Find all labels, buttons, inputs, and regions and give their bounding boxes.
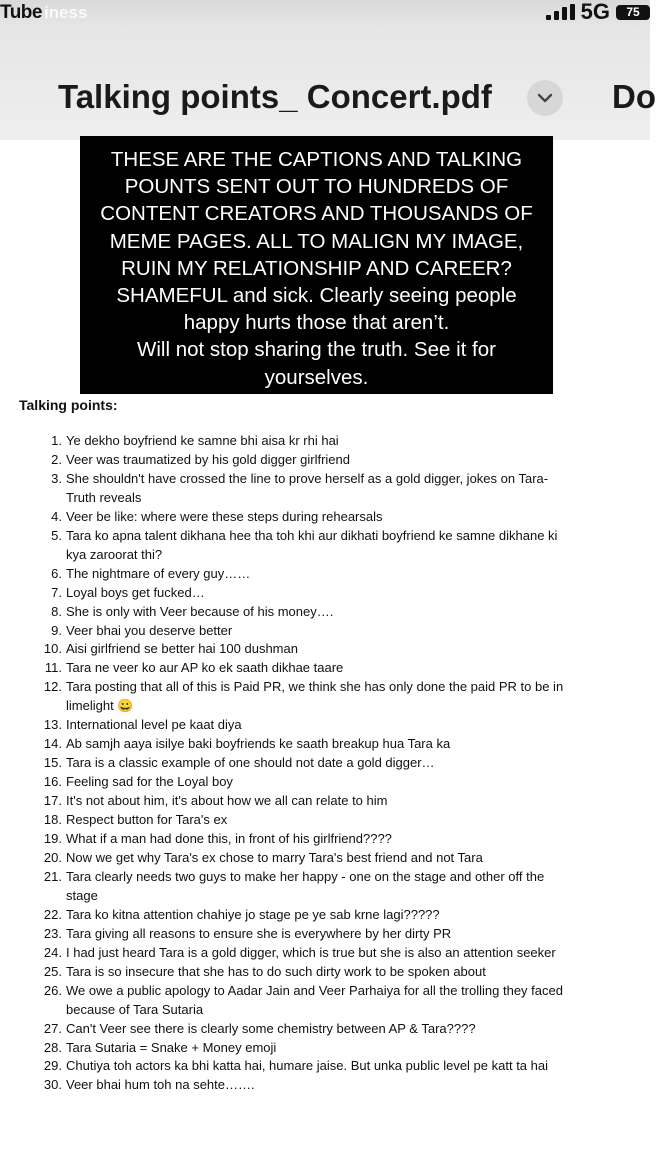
- list-item-number: 23.: [43, 925, 62, 941]
- list-item: [0, 603, 650, 622]
- list-item-text: Loyal boys get fucked…: [66, 584, 205, 600]
- list-item-text: I had just heard Tara is a gold digger, which is true but she is also an attention seeker: [66, 944, 556, 960]
- list-item-text: Tara clearly needs two guys to make her happy - one on the stage and other off the: [66, 868, 545, 884]
- list-item-text: She is only with Veer because of his money….: [66, 603, 334, 619]
- list-item-text: Ab samjh aaya isilye baki boyfriends ke saath breakup hua Tara ka: [66, 736, 451, 752]
- list-item-number: 11.: [44, 660, 62, 676]
- list-item-number: 17.: [43, 793, 62, 809]
- list-item: [0, 830, 650, 849]
- list-item-text: limelight 😀: [66, 698, 134, 714]
- list-item-number: 7.: [51, 584, 62, 600]
- list-item-number: 1.: [51, 433, 62, 448]
- status-app-label: Tube: [0, 2, 42, 23]
- list-item-number: 26.: [43, 982, 62, 998]
- list-item: [0, 659, 650, 678]
- caption-line: POUNTS SENT OUT TO HUNDREDS OF: [124, 175, 509, 199]
- list-item: [0, 849, 650, 868]
- list-item-number: 28.: [43, 1039, 62, 1055]
- list-item: [0, 1039, 650, 1058]
- list-item: [0, 716, 650, 735]
- battery-icon: 75: [616, 5, 650, 20]
- list-item-text: Can't Veer see there is clearly some chemistry between AP & Tara????: [66, 1020, 476, 1036]
- list-item-text: Tara ne veer ko aur AP ko ek saath dikhae taare: [66, 660, 344, 676]
- list-item-text: Truth reveals: [66, 489, 142, 505]
- list-item: [0, 1057, 650, 1076]
- list-item-text: International level pe kaat diya: [66, 717, 242, 733]
- list-item-text: The nightmare of every guy……: [66, 565, 251, 581]
- document-title[interactable]: Talking points_ Concert.pdf: [58, 78, 492, 115]
- list-item: [0, 944, 650, 963]
- caption-line: yourselves.: [264, 365, 369, 389]
- list-item: [0, 508, 650, 527]
- list-item-number: 30.: [43, 1077, 62, 1093]
- list-item-text: Veer bhai you deserve better: [66, 622, 233, 638]
- list-item-number: 21.: [43, 868, 62, 884]
- list-item: [0, 982, 650, 1020]
- list-item-number: 4.: [51, 508, 62, 524]
- list-item-text: Veer be like: where were these steps during rehearsals: [66, 508, 383, 524]
- list-item-number: 9.: [51, 622, 62, 638]
- list-item-text: stage: [66, 887, 98, 903]
- list-item-text: She shouldn't have crossed the line to prove herself as a gold digger, jokes on Tara-: [66, 470, 549, 486]
- list-item-text: Now we get why Tara's ex chose to marry Tara's best friend and not Tara: [66, 849, 483, 865]
- list-item-number: 12.: [43, 679, 62, 695]
- list-item-text: Veer was traumatized by his gold digger girlfriend: [66, 451, 350, 467]
- chevron-down-icon: [537, 93, 553, 103]
- document-menu-button[interactable]: [527, 80, 563, 116]
- status-bar: [0, 0, 650, 28]
- list-item: [0, 811, 650, 830]
- list-item-text: Tara posting that all of this is Paid PR, we think she has only done the paid PR to be in: [66, 679, 564, 695]
- list-item: [0, 868, 650, 906]
- list-item-text: because of Tara Sutaria: [66, 1001, 204, 1017]
- caption-line: CONTENT CREATORS AND THOUSANDS OF: [100, 202, 533, 226]
- list-item-text: Chutiya toh actors ka bhi katta hai, humare jaise. But unka public level pe katt ta hai: [66, 1058, 548, 1074]
- caption-line: Will not stop sharing the truth. See it for: [137, 338, 496, 362]
- caption-line: happy hurts those that aren’t.: [183, 311, 450, 335]
- list-item-number: 8.: [51, 603, 62, 619]
- list-item-number: 5.: [51, 527, 62, 543]
- talking-points-heading: Talking points:: [19, 397, 118, 413]
- list-item-text: Tara ko kitna attention chahiye jo stage pe ye sab krne lagi?????: [66, 906, 440, 922]
- list-item-text: Ye dekho boyfriend ke samne bhi aisa kr rhi hai: [66, 433, 339, 448]
- list-item-number: 14.: [43, 736, 62, 752]
- list-item-number: 13.: [43, 717, 62, 733]
- caption-line: RUIN MY RELATIONSHIP AND CAREER?: [121, 256, 512, 280]
- list-item-number: 20.: [43, 849, 62, 865]
- list-item: [0, 640, 650, 659]
- list-item: [0, 622, 650, 641]
- list-item-text: Feeling sad for the Loyal boy: [66, 774, 233, 790]
- list-item: [0, 451, 650, 470]
- list-item: [0, 1020, 650, 1039]
- list-item-text: Tara is a classic example of one should not date a gold digger…: [66, 755, 435, 771]
- status-indicators: [546, 0, 650, 24]
- list-item-number: 27.: [43, 1020, 62, 1036]
- list-item-text: It's not about him, it's about how we all can relate to him: [66, 793, 388, 809]
- list-item-number: 6.: [51, 565, 62, 581]
- list-item: [0, 470, 650, 508]
- status-watermark-text: iness: [44, 3, 88, 22]
- caption-overlay: [80, 136, 553, 394]
- list-item: [0, 925, 650, 944]
- list-item-text: Tara Sutaria = Snake + Money emoji: [66, 1039, 277, 1055]
- list-item-text: Tara is so insecure that she has to do such dirty work to be spoken about: [66, 963, 486, 979]
- list-item: [0, 906, 650, 925]
- list-item: [0, 584, 650, 603]
- caption-line: MEME PAGES. ALL TO MALIGN MY IMAGE,: [109, 229, 524, 253]
- list-item-text: We owe a public apology to Aadar Jain and Veer Parhaiya for all the trolling they faced: [66, 982, 563, 998]
- list-item: [0, 963, 650, 982]
- list-item-number: 25.: [43, 963, 62, 979]
- list-item-text: Veer bhai hum toh na sehte…….: [66, 1077, 255, 1093]
- list-item-number: 2.: [51, 451, 62, 467]
- signal-icon: [546, 4, 575, 20]
- list-item-text: Aisi girlfriend se better hai 100 dushman: [66, 641, 298, 657]
- list-item-number: 10.: [43, 641, 62, 657]
- list-item-number: 18.: [43, 812, 62, 828]
- list-item-number: 22.: [43, 906, 62, 922]
- list-item: [0, 565, 650, 584]
- talking-points-list: [0, 432, 650, 1095]
- list-item: [0, 773, 650, 792]
- list-item-number: 24.: [43, 944, 62, 960]
- caption-line: THESE ARE THE CAPTIONS AND TALKING: [110, 148, 523, 171]
- list-item: [0, 754, 650, 773]
- document-header-cutoff-text: Do: [612, 78, 656, 115]
- list-item-number: 29.: [43, 1058, 62, 1074]
- list-item-text: Tara giving all reasons to ensure she is everywhere by her dirty PR: [66, 925, 452, 941]
- list-item: [0, 792, 650, 811]
- list-item: [0, 735, 650, 754]
- list-item-text: Tara ko apna talent dikhana hee tha toh khi aur dikhati boyfriend ke samne dikhane ki: [66, 527, 558, 543]
- list-item-text: What if a man had done this, in front of his girlfriend????: [66, 831, 392, 847]
- network-label: 5G: [580, 0, 610, 24]
- list-item: [0, 527, 650, 565]
- list-item: [0, 1076, 650, 1095]
- list-item: [0, 678, 650, 716]
- list-item-number: 16.: [43, 774, 62, 790]
- list-item-number: 19.: [43, 831, 62, 847]
- list-item-text: Respect button for Tara's ex: [66, 812, 228, 828]
- list-item: [0, 432, 650, 451]
- caption-line: SHAMEFUL and sick. Clearly seeing people: [116, 284, 517, 308]
- list-item-number: 15.: [43, 755, 62, 771]
- list-item-number: 3.: [51, 470, 62, 486]
- list-item-text: kya zaroorat thi?: [66, 546, 163, 562]
